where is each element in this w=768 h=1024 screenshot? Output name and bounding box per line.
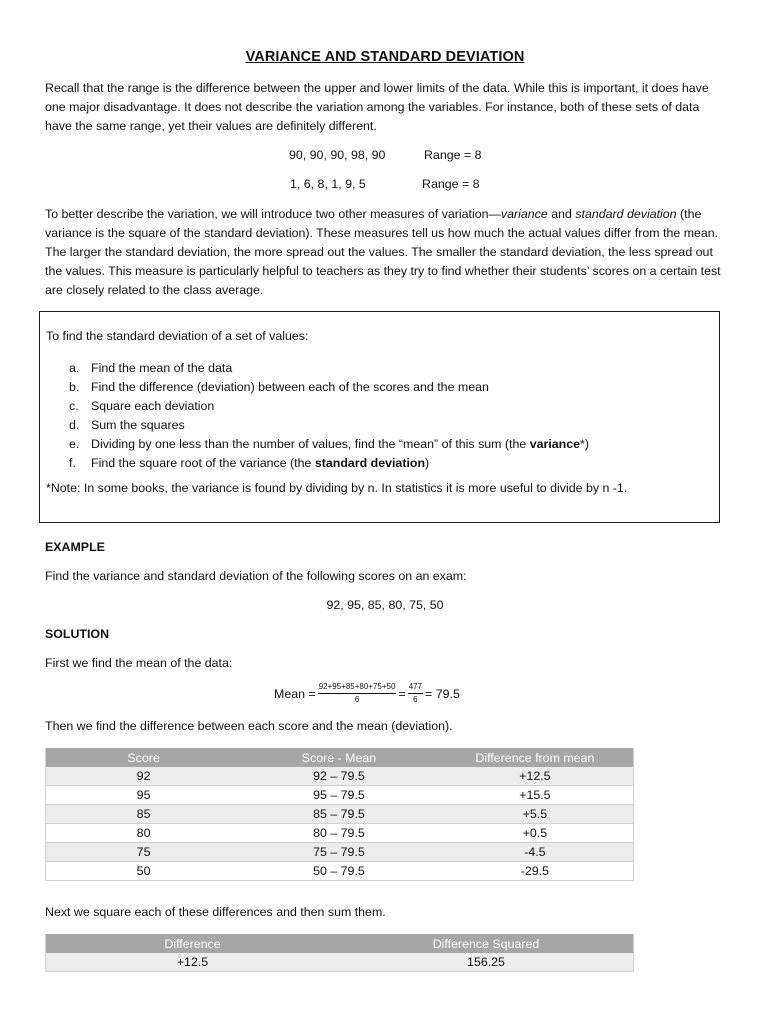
procedure-note: *Note: In some books, the variance is found by dividing by n. In statistics it is more useful to divide by n -1.: [46, 481, 628, 495]
step-text: Dividing by one less than the number of values, find the “mean” of this sum (the: [91, 437, 530, 451]
table-row: [46, 843, 634, 862]
set-1-range: Range = 8: [424, 148, 482, 162]
square-text: Next we square each of these differences and then sum them.: [45, 905, 386, 919]
squared-table: [45, 934, 634, 972]
table-cell: +12.5: [46, 953, 340, 972]
step-text: Find the difference (deviation) between each of the scores and the mean: [91, 380, 489, 394]
variation-paragraph: [45, 205, 725, 300]
step-item: [46, 454, 589, 473]
sum-numerator: 92+95+85+80+75+50: [318, 682, 397, 694]
table-cell: -4.5: [437, 843, 634, 862]
column-header: Difference from mean: [437, 748, 634, 767]
step-letter: a.: [69, 361, 80, 375]
procedure-steps: [46, 359, 589, 473]
table-row: [46, 824, 634, 843]
table-cell: -29.5: [437, 862, 634, 881]
table-row: [46, 862, 634, 881]
table-cell: 75: [46, 843, 242, 862]
mean-result: = 79.5: [425, 687, 460, 701]
step-letter: c.: [69, 399, 79, 413]
table-cell: 75 – 79.5: [241, 843, 437, 862]
equals-sign: =: [398, 687, 406, 701]
total-denominator: 6: [413, 695, 418, 704]
sum-denominator: 6: [354, 695, 360, 704]
step-letter: e.: [69, 437, 80, 451]
set-2-values: 1, 6, 8, 1, 9, 5: [290, 177, 366, 191]
intro-paragraph: Recall that the range is the difference between the upper and lower limits of the data. While this is important, it does have one major disadvantage. It does not describe the variation among the variables. For instance, both of these sets of data have the same range, yet their values are definitely different.: [45, 81, 709, 133]
step-bold-term: standard deviation: [314, 456, 426, 470]
step-text: Sum the squares: [91, 418, 185, 432]
example-text: Find the variance and standard deviation of the following scores on an exam:: [45, 569, 467, 583]
table-cell: 85: [46, 805, 242, 824]
step-text-after: ): [425, 456, 430, 470]
step-letter: d.: [69, 418, 80, 432]
table-cell: 50: [46, 862, 242, 881]
example-scores: 92, 95, 85, 80, 75, 50: [326, 598, 444, 612]
deviation-text: Then we find the difference between each score and the mean (deviation).: [45, 719, 453, 733]
table-cell: 50 – 79.5: [241, 862, 437, 881]
table-header-row: [46, 748, 634, 767]
step-text: Square each deviation: [91, 399, 215, 413]
table-cell: 80: [46, 824, 242, 843]
step-text: Find the mean of the data: [91, 361, 233, 375]
table-cell: 95 – 79.5: [241, 786, 437, 805]
table-cell: 85 – 79.5: [241, 805, 437, 824]
table-cell: 156.25: [339, 953, 634, 972]
example-heading: EXAMPLE: [45, 540, 105, 554]
step-item: [46, 397, 589, 416]
table-cell: +12.5: [437, 767, 634, 786]
step-text: Find the square root of the variance (the: [91, 456, 315, 470]
page-title: VARIANCE AND STANDARD DEVIATION: [245, 49, 525, 65]
procedure-box: [39, 311, 720, 523]
table-row: [46, 805, 634, 824]
solution-heading: SOLUTION: [45, 627, 110, 641]
column-header: Difference Squared: [339, 934, 634, 953]
step-item: [46, 435, 589, 454]
step-item: [46, 416, 589, 435]
solution-text: First we find the mean of the data:: [45, 656, 233, 670]
variation-text-b: (the variance is the square of the standard deviation). These measures tell us how much the actual values differ from the mean. The larger the standard deviation, the more spread out the values. The smaller the standard deviation, the less spread out the values. This measure is particularly helpful to teachers as they try to find whether their students’ scores on a certain test are closely related to the class average.: [45, 207, 721, 297]
step-letter: b.: [69, 380, 80, 394]
variance-term: variance: [500, 207, 548, 221]
total-fraction: [408, 682, 423, 706]
column-header: Score - Mean: [241, 748, 437, 767]
step-item: [46, 378, 589, 397]
procedure-heading: To find the standard deviation of a set of values:: [46, 329, 309, 343]
table-cell: 80 – 79.5: [241, 824, 437, 843]
table-cell: 95: [46, 786, 242, 805]
table-row: [46, 953, 634, 972]
table-cell: +5.5: [437, 805, 634, 824]
table-header-row: [46, 934, 634, 953]
step-item: [46, 359, 589, 378]
table-cell: +15.5: [437, 786, 634, 805]
mean-label: Mean =: [274, 687, 316, 701]
set-2-range: Range = 8: [422, 177, 480, 191]
table-row: [46, 786, 634, 805]
deviation-table: [45, 748, 634, 881]
step-letter: f.: [69, 456, 76, 470]
step-text-after: *): [580, 437, 589, 451]
table-cell: 92: [46, 767, 242, 786]
table-cell: +0.5: [437, 824, 634, 843]
sum-fraction: [318, 682, 397, 706]
variation-text-and: and: [547, 207, 576, 221]
total-numerator: 477: [408, 682, 423, 694]
set-1-values: 90, 90, 90, 98, 90: [289, 148, 386, 162]
step-bold-term: variance: [529, 437, 581, 451]
table-cell: 92 – 79.5: [241, 767, 437, 786]
column-header: Difference: [46, 934, 340, 953]
column-header: Score: [46, 748, 242, 767]
mean-equation: [274, 682, 460, 706]
variation-text-a: To better describe the variation, we will introduce two other measures of variation—: [45, 207, 501, 221]
table-row: [46, 767, 634, 786]
standard-deviation-term: standard deviation: [575, 207, 677, 221]
